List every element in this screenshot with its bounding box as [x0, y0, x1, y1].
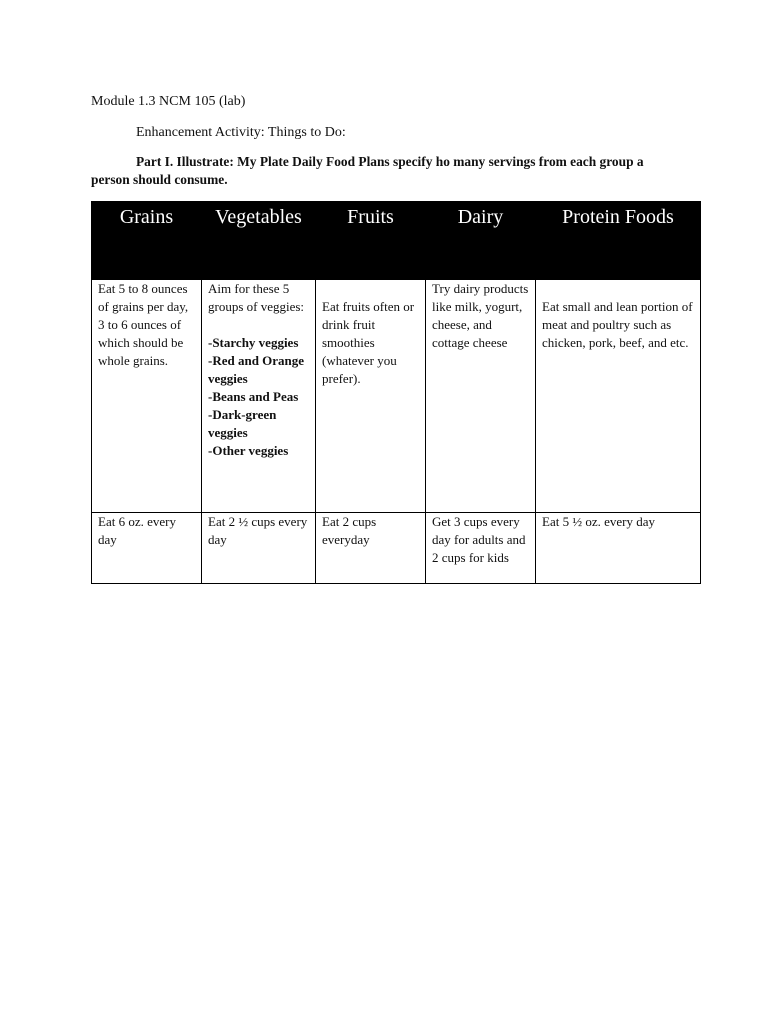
header-fruits: Fruits [316, 202, 426, 280]
list-item: -Other veggies [208, 443, 289, 458]
cell-protein-guideline [536, 280, 701, 513]
list-item: -Starchy veggies [208, 335, 299, 350]
header-vegetables: Vegetables [202, 202, 316, 280]
table-row [92, 513, 701, 584]
cell-dairy-amount: Get 3 cups every day for adults and 2 cups for kids [426, 513, 536, 584]
cell-protein-amount: Eat 5 ½ oz. every day [536, 513, 701, 584]
cell-grains-amount: Eat 6 oz. every day [92, 513, 202, 584]
cell-vegetables-amount: Eat 2 ½ cups every day [202, 513, 316, 584]
activity-line: Enhancement Activity: Things to Do: [136, 125, 346, 140]
fruits-text: Eat fruits often or drink fruit smoothies (whatever you prefer). [322, 299, 415, 386]
part-title: Part I. Illustrate: My Plate Daily Food Plans specify ho many servings from each group a person should consume. [91, 154, 644, 187]
header-dairy: Dairy [426, 202, 536, 280]
cell-dairy-guideline: Try dairy products like milk, yogurt, cheese, and cottage cheese [426, 280, 536, 513]
header-grains: Grains [92, 202, 202, 280]
cell-grains-guideline: Eat 5 to 8 ounces of grains per day, 3 to 6 ounces of which should be whole grains. [92, 280, 202, 513]
table-header-row [92, 202, 701, 280]
module-line: Module 1.3 NCM 105 (lab) [91, 94, 246, 109]
food-plan-table [91, 201, 701, 584]
table-row [92, 280, 701, 513]
list-item: -Beans and Peas [208, 389, 299, 404]
protein-text: Eat small and lean portion of meat and poultry such as chicken, pork, beef, and etc. [542, 299, 693, 350]
vegetables-list [208, 334, 310, 460]
cell-fruits-amount: Eat 2 cups everyday [316, 513, 426, 584]
cell-fruits-guideline [316, 280, 426, 513]
vegetables-intro: Aim for these 5 groups of veggies: [208, 281, 305, 314]
list-item: -Red and Orange veggies [208, 353, 305, 386]
list-item: -Dark-green veggies [208, 407, 277, 440]
header-protein-foods: Protein Foods [536, 202, 701, 280]
cell-vegetables-guideline [202, 280, 316, 513]
